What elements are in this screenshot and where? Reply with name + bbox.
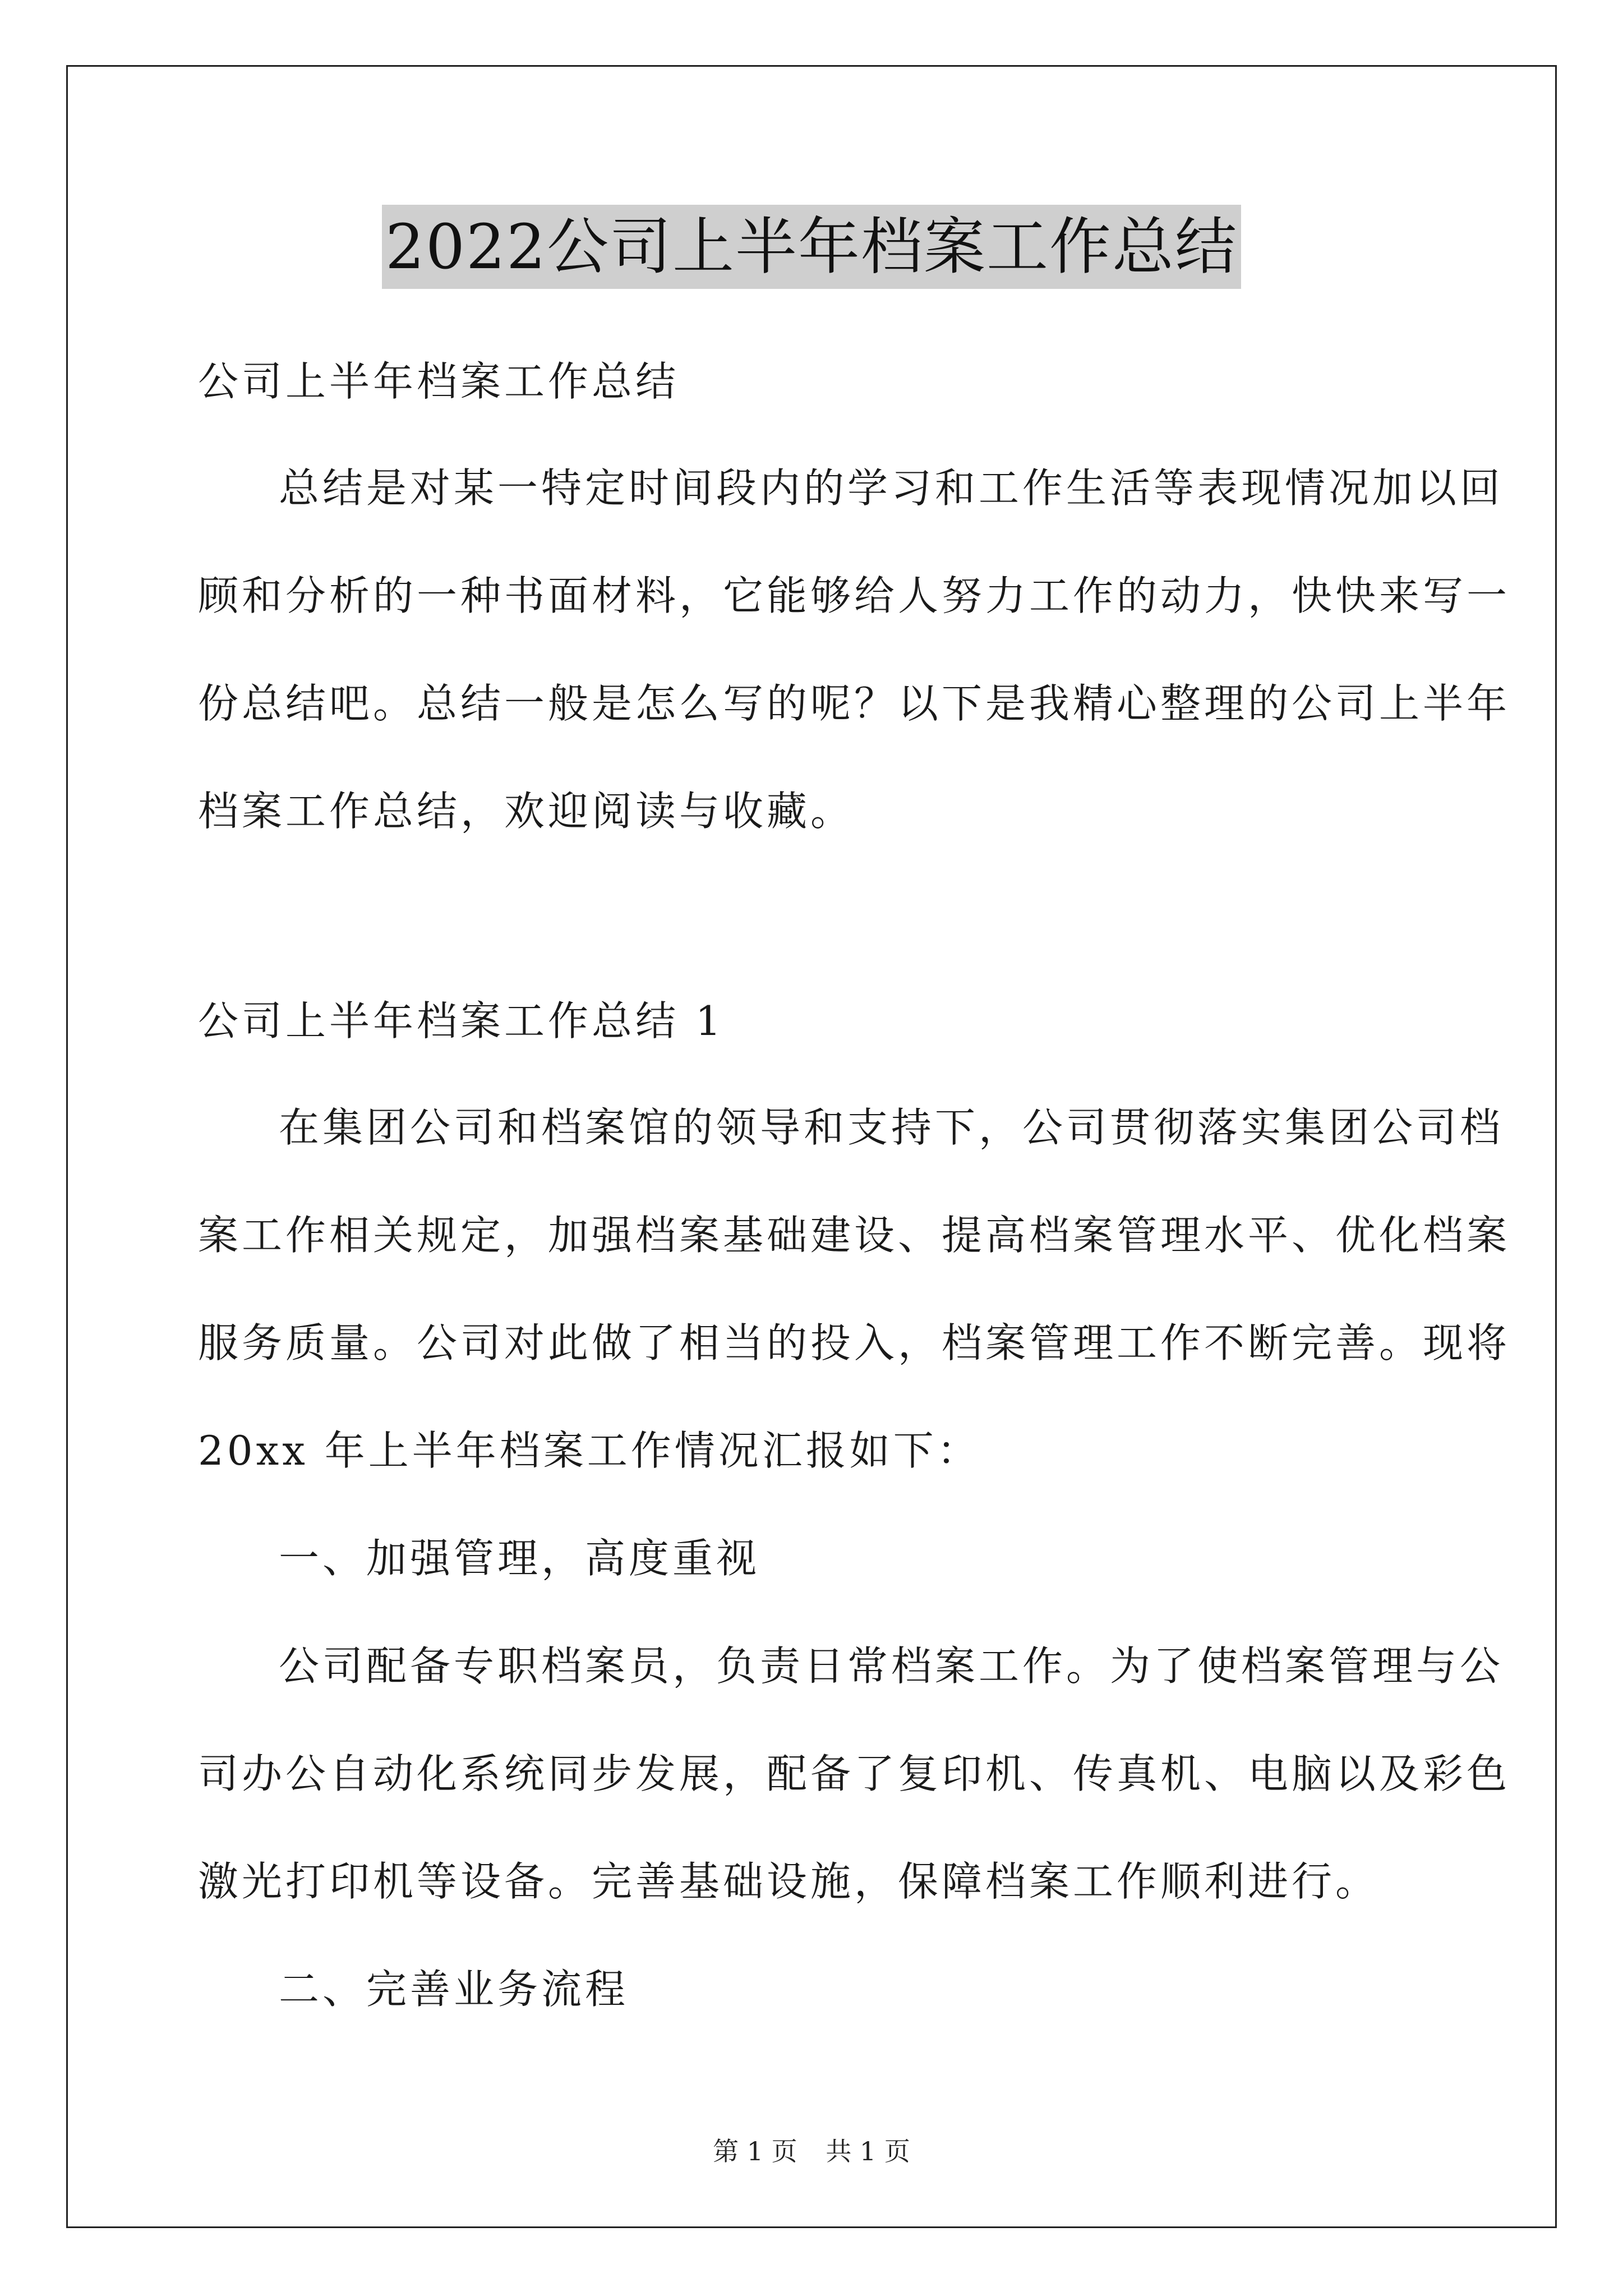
point2-heading: 二、完善业务流程 — [279, 1966, 629, 2013]
intro-line-3: 份总结吧。总结一般是怎么写的呢？以下是我精心整理的公司上半年 — [198, 680, 1511, 727]
section1-line-1: 在集团公司和档案馆的领导和支持下，公司贯彻落实集团公司档 — [279, 1104, 1504, 1151]
point1-heading: 一、加强管理，高度重视 — [279, 1535, 760, 1582]
document-title: 2022公司上半年档案工作总结 — [382, 205, 1241, 289]
section1-heading: 公司上半年档案工作总结 1 — [198, 997, 725, 1045]
page-number: 第 1 页 — [713, 2136, 797, 2166]
page-total: 共 1 页 — [826, 2136, 910, 2166]
title-wrap — [0, 205, 1623, 289]
intro-line-2: 顾和分析的一种书面材料，它能够给人努力工作的动力，快快来写一 — [198, 572, 1511, 619]
section1-line-2: 案工作相关规定，加强档案基础建设、提高档案管理水平、优化档案 — [198, 1212, 1511, 1259]
page-footer — [0, 2134, 1623, 2168]
section1-line-3: 服务质量。公司对此做了相当的投入，档案管理工作不断完善。现将 — [198, 1319, 1511, 1366]
section1-line-4: 20xx 年上半年档案工作情况汇报如下： — [198, 1427, 981, 1474]
intro-line-1: 总结是对某一特定时间段内的学习和工作生活等表现情况加以回 — [279, 464, 1504, 512]
document-subtitle: 公司上半年档案工作总结 — [198, 358, 680, 405]
point1-line-3: 激光打印机等设备。完善基础设施，保障档案工作顺利进行。 — [198, 1858, 1380, 1905]
point1-line-1: 公司配备专职档案员，负责日常档案工作。为了使档案管理与公 — [279, 1642, 1504, 1690]
intro-line-4: 档案工作总结，欢迎阅读与收藏。 — [198, 788, 855, 835]
point1-line-2: 司办公自动化系统同步发展，配备了复印机、传真机、电脑以及彩色 — [198, 1750, 1511, 1797]
